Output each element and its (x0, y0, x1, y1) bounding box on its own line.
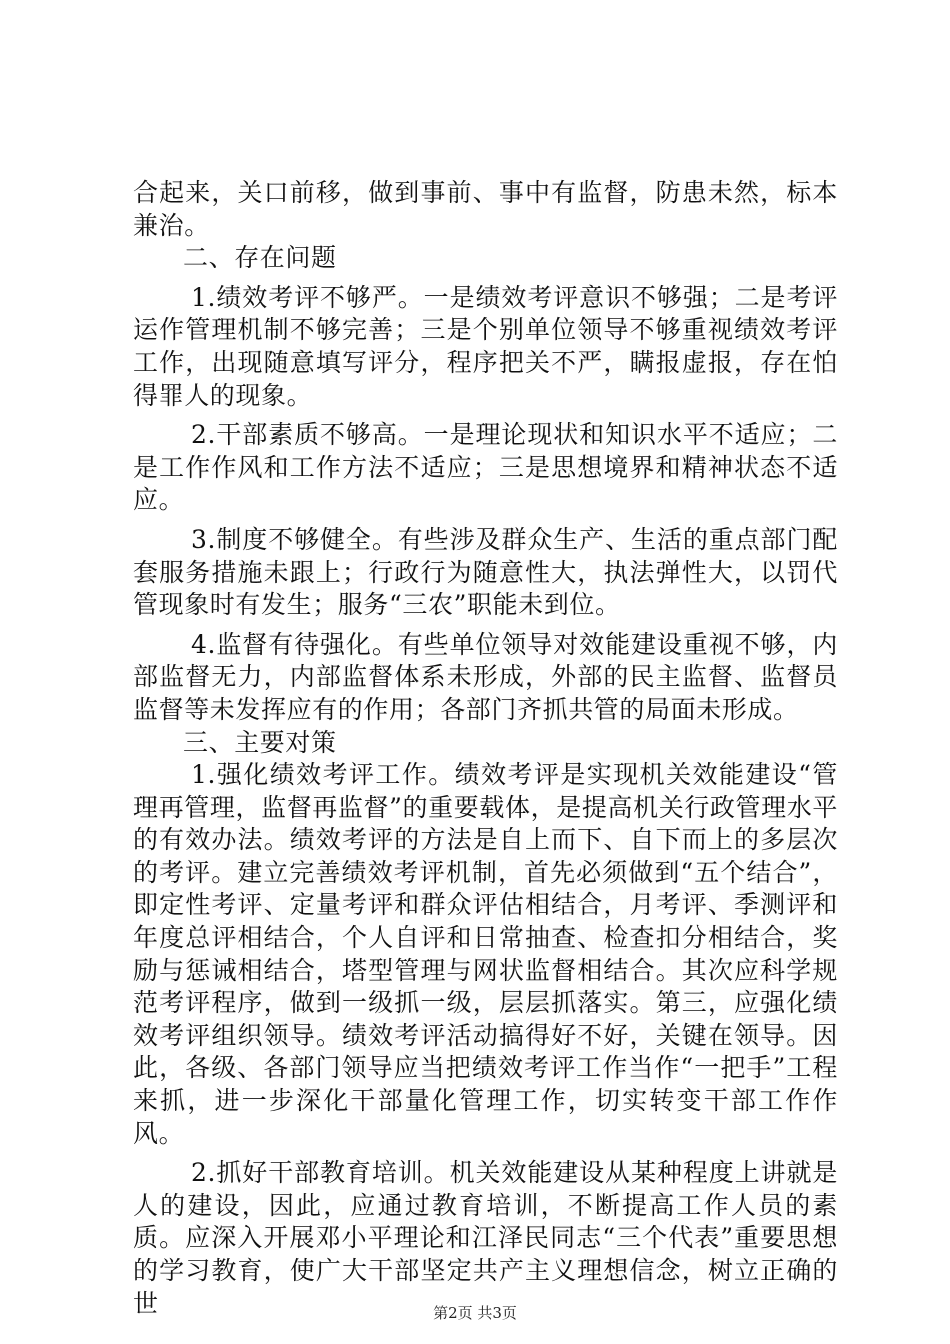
section-heading-problems: 二、存在问题 (183, 243, 337, 273)
list-item-problem-2: 2.干部素质不够高。一是理论现状和知识水平不适应；二是工作作风和工作方法不适应；三是思想境界和精神状态不适应。 (133, 420, 838, 515)
list-item-problem-4: 4.监督有待强化。有些单位领导对效能建设重视不够，内部监督无力，内部监督体系未形成，外部的民主监督、监督员监督等未发挥应有的作用；各部门齐抓共管的局面未形成。 (133, 629, 838, 724)
list-item-countermeasure-1: 1.强化绩效考评工作。绩效考评是实现机关效能建设“管理再管理，监督再监督”的重要载体，是提高机关行政管理水平的有效办法。绩效考评的方法是自上而下、自下而上的多层次的考评。建立完善绩效考评机制，首先必须做到“五个结合”，即定性考评、定量考评和群众评估相结合，月考评、季测评和年度总评相结合，个人自评和日常抽查、检查扣分相结合，奖励与惩诫相结合，塔型管理与网状监督相结合。其次应科学规范考评程序，做到一级抓一级，层层抓落实。第三，应强化绩效考评组织领导。绩效考评活动搞得好不好，关键在领导。因此，各级、各部门领导应当把绩效考评工作当作“一把手”工程来抓，进一步深化干部量化管理工作，切实转变干部工作作风。 (133, 760, 838, 1148)
section-heading-countermeasures: 三、主要对策 (183, 727, 337, 757)
document-body (133, 177, 838, 1320)
body-paragraph: 合起来，关口前移，做到事前、事中有监督，防患未然，标本兼治。 (133, 178, 838, 240)
list-item-problem-1: 1.绩效考评不够严。一是绩效考评意识不够强；二是考评运作管理机制不够完善；三是个别单位领导不够重视绩效考评工作，出现随意填写评分，程序把关不严，瞒报虚报，存在怕得罪人的现象。 (133, 282, 838, 410)
list-item-problem-3: 3.制度不够健全。有些涉及群众生产、生活的重点部门配套服务措施未跟上；行政行为随意性大，执法弹性大，以罚代管现象时有发生；服务“三农”职能未到位。 (133, 524, 838, 620)
list-item-countermeasure-2: 2.抓好干部教育培训。机关效能建设从某种程度上讲就是人的建设，因此，应通过教育培训，不断提高工作人员的素质。应深入开展邓小平理论和江泽民同志“三个代表”重要思想的学习教育，使广大干部坚定共产主义理想信念，树立正确的世 (133, 1158, 838, 1318)
page-footer: 第2页 共3页 (433, 1304, 517, 1322)
